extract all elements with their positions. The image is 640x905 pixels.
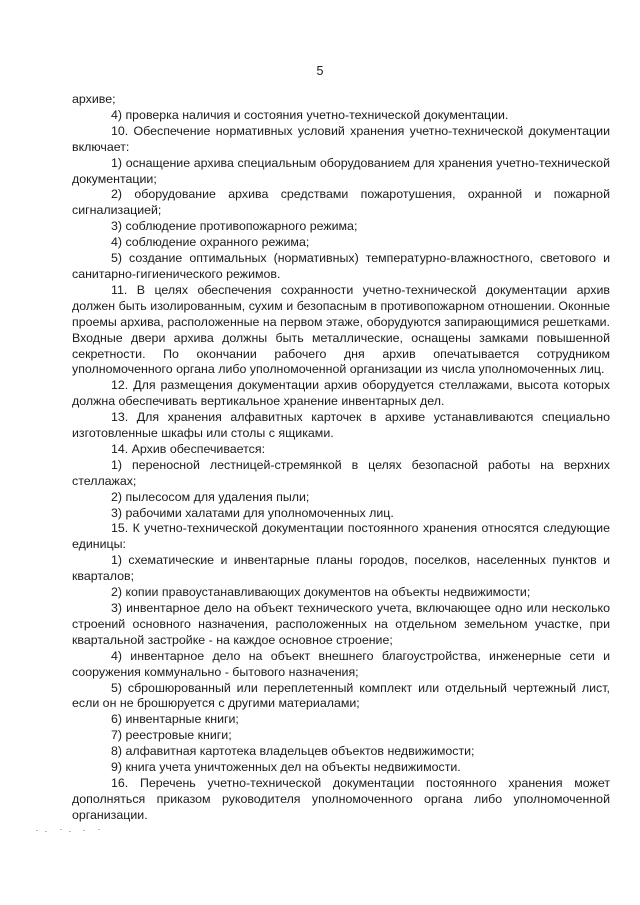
list-item: 2) оборудование архива средствами пожаротушения, охранной и пожарной сигнализацией; (72, 187, 610, 218)
document-body (72, 92, 610, 824)
list-item: 3) инвентарное дело на объект технического учета, включающее одно или несколько строений основного назначения, расположенных на отдельном земельном участке, при квартальной застройке - на каждое основное строение; (72, 601, 610, 647)
section-12-paragraph: 12. Для размещения документации архив оборудуется стеллажами, высота которых должна обеспечивать вертикальное хранение инвентарных дел. (72, 378, 610, 409)
list-item: 1) переносной лестницей-стремянкой в целях безопасной работы на верхних стеллажах; (72, 457, 610, 488)
list-item: 4) инвентарное дело на объект внешнего благоустройства, инженерные сети и сооружения коммунально - бытового назначения; (72, 648, 610, 679)
list-item: 7) реестровые книги; (111, 728, 232, 743)
list-item: 3) соблюдение противопожарного режима; (111, 219, 358, 234)
section-13-paragraph: 13. Для хранения алфавитных карточек в архиве устанавливаются специально изготовленные шкафы или столы с ящиками. (72, 410, 610, 441)
section-11-paragraph: 11. В целях обеспечения сохранности учетно-технической документации архив должен быть изолированным, сухим и безопасным в противопожарном отношении. Оконные проемы архива, расположенные на первом этаже, оборудуются запирающимися решетками. Входные двери архива должны быть металлические, оснащены замками повышенной секретности. По окончании рабочего дня архив опечатывается сотрудником уполномоченного органа либо уполномоченной организации из числа уполномоченных лиц. (72, 282, 610, 377)
list-item: 8) алфавитная картотека владельцев объектов недвижимости; (111, 744, 475, 759)
paragraph-archive-continuation: архиве; (72, 92, 116, 106)
list-item: 4) соблюдение охранного режима; (111, 235, 310, 250)
list-item: 9) книга учета уничтоженных дел на объекты недвижимости. (111, 760, 461, 775)
list-item: 1) схематические и инвентарные планы городов, поселков, населенных пунктов и кварталов; (72, 553, 610, 584)
section-10-heading: 10. Обеспечение нормативных условий хранения учетно-технической документации включает: (72, 123, 610, 154)
list-item: 2) копии правоустанавливающих документов на объекты недвижимости; (111, 585, 531, 600)
section-15-heading: 15. К учетно-технической документации постоянного хранения относятся следующие единицы: (72, 521, 610, 552)
list-item: 5) сброшюрованный или переплетенный комплект или отдельный чертежный лист, если он не брошюруется с другими материалами; (72, 680, 610, 711)
section-16-paragraph: 16. Перечень учетно-технической документации постоянного хранения может дополняться приказом руководителя уполномоченного органа либо уполномоченной организации. (72, 775, 610, 822)
list-item: 2) пылесосом для удаления пыли; (111, 489, 310, 504)
list-item: 5) создание оптимальных (нормативных) температурно-влажностного, светового и санитарно-гигиенического режимов. (72, 251, 610, 281)
section-14-heading: 14. Архив обеспечивается: (111, 441, 266, 456)
page-number: 5 (316, 64, 324, 78)
scan-artifact (36, 828, 106, 834)
list-item: 6) инвентарные книги; (111, 712, 239, 727)
list-item: 1) оснащение архива специальным оборудованием для хранения учетно-технической документации; (72, 155, 610, 186)
list-item: 4) проверка наличия и состояния учетно-технической документации. (111, 107, 509, 122)
list-item: 3) рабочими халатами для уполномоченных лиц. (111, 505, 394, 520)
